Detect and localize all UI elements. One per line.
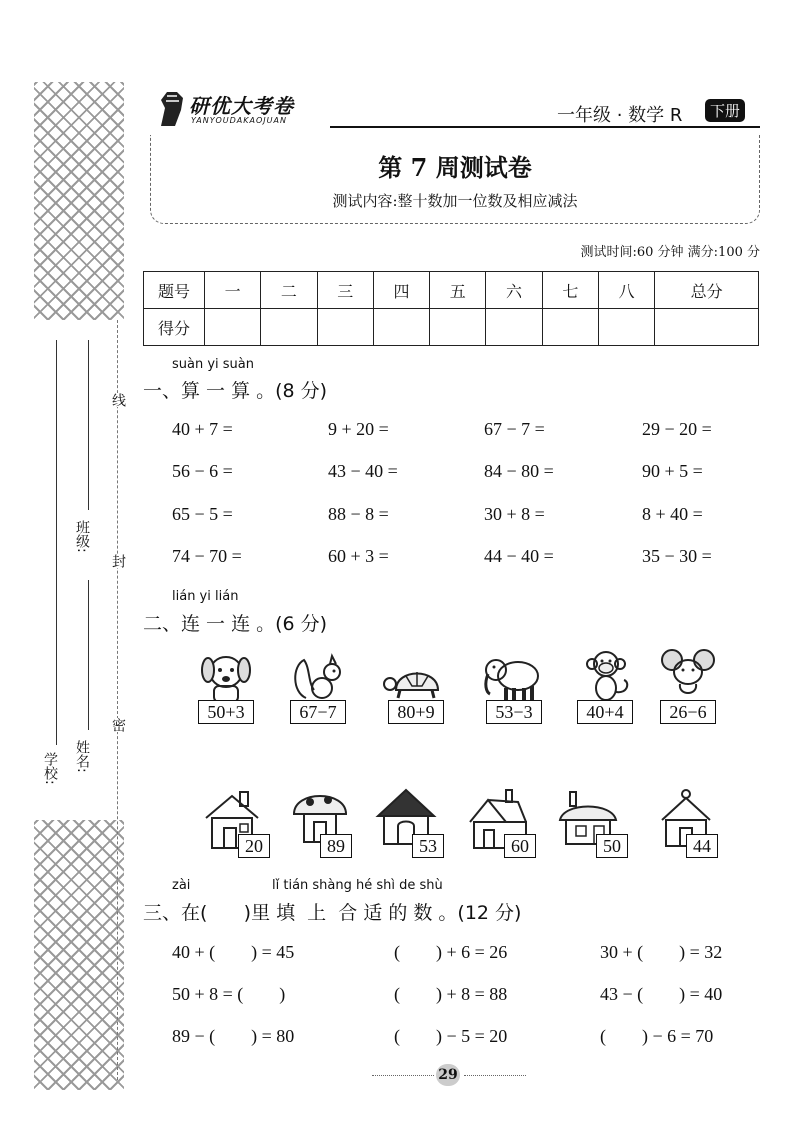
- calc-item: 43 − 40 =: [328, 461, 398, 481]
- score-header-cell: 题号: [144, 272, 205, 309]
- score-header-cell: 七: [542, 272, 598, 309]
- score-header-cell: 六: [486, 272, 542, 309]
- squirrel-icon: [288, 646, 348, 704]
- section2-pinyin: lián yi lián: [172, 589, 239, 604]
- score-cell[interactable]: [598, 309, 654, 346]
- section3-pinyin-zai: zài: [172, 878, 191, 893]
- calc-item: 35 − 30 =: [642, 546, 712, 566]
- section3-title: 三、在( )里 填 上 合 适 的 数 。(12 分): [143, 902, 522, 924]
- house-number: 60: [504, 834, 536, 858]
- animal-expression: 80+9: [388, 700, 444, 724]
- calc-item: 8 + 40 =: [642, 504, 703, 524]
- house-number: 53: [412, 834, 444, 858]
- animal-expression: 26−6: [660, 700, 716, 724]
- score-header-cell: 八: [598, 272, 654, 309]
- score-row-label: 得分: [144, 309, 205, 346]
- fill-item: 30 + ( ) = 32: [600, 942, 723, 962]
- calc-item: 56 − 6 =: [172, 461, 233, 481]
- class-underline: [88, 340, 89, 510]
- calc-item: 9 + 20 =: [328, 419, 389, 439]
- school-label: 学校:: [42, 752, 58, 785]
- turtle-icon: [382, 656, 452, 706]
- logo-subtext: YANYOUDAKAOJUAN: [191, 116, 287, 125]
- score-cell[interactable]: [261, 309, 317, 346]
- calc-item: 29 − 20 =: [642, 419, 712, 439]
- mouse-icon: [658, 646, 718, 704]
- fill-item: 43 − ( ) = 40: [600, 984, 723, 1004]
- score-header-cell: 三: [317, 272, 373, 309]
- section2-title: 二、连 一 连 。(6 分): [143, 613, 328, 635]
- page-number: 29: [436, 1064, 460, 1086]
- fill-item: ( ) + 8 = 88: [394, 984, 508, 1004]
- animal-expression: 67−7: [290, 700, 346, 724]
- animal-expression: 40+4: [577, 700, 633, 724]
- header-rule: [330, 126, 760, 128]
- score-cell[interactable]: [542, 309, 598, 346]
- calc-item: 65 − 5 =: [172, 504, 233, 524]
- volume-badge: 下册: [705, 99, 745, 122]
- footer-dots-left: [372, 1075, 434, 1076]
- calc-item: 60 + 3 =: [328, 546, 389, 566]
- fill-item: 40 + ( ) = 45: [172, 942, 295, 962]
- monkey-icon: [578, 646, 638, 704]
- elephant-icon: [480, 650, 546, 704]
- score-table-score-row: [144, 309, 759, 346]
- score-cell[interactable]: [430, 309, 486, 346]
- house-number: 44: [686, 834, 718, 858]
- grade-label: 一年级 · 数学 R: [557, 105, 683, 126]
- binding-cut-line: [117, 320, 118, 1080]
- section3-pinyin: lǐ tián shàng hé shì de shù: [272, 878, 443, 893]
- section1-title: 一、算 一 算 。(8 分): [143, 380, 328, 402]
- class-label: 班级:: [74, 520, 90, 553]
- score-header-cell: 四: [373, 272, 429, 309]
- score-cell[interactable]: [205, 309, 261, 346]
- calc-item: 88 − 8 =: [328, 504, 389, 524]
- test-time-info: 测试时间:60 分钟 满分:100 分: [580, 245, 760, 260]
- score-cell[interactable]: [373, 309, 429, 346]
- calc-item: 44 − 40 =: [484, 546, 554, 566]
- name-label: 姓名:: [74, 740, 90, 773]
- score-header-cell: 二: [261, 272, 317, 309]
- calc-item: 67 − 7 =: [484, 419, 545, 439]
- score-header-cell: 五: [430, 272, 486, 309]
- seal-mark-xian: 线: [110, 393, 126, 407]
- fill-item: ( ) − 5 = 20: [394, 1026, 508, 1046]
- section1-pinyin: suàn yi suàn: [172, 357, 255, 372]
- score-cell[interactable]: [317, 309, 373, 346]
- fist-icon: [155, 88, 189, 128]
- school-underline: [56, 340, 57, 745]
- fill-item: ( ) − 6 = 70: [600, 1026, 714, 1046]
- calc-item: 40 + 7 =: [172, 419, 233, 439]
- house-number: 20: [238, 834, 270, 858]
- score-table: [143, 271, 759, 346]
- sidebar-lattice-bottom: [34, 820, 124, 1090]
- footer-dots-right: [464, 1075, 526, 1076]
- fill-item: ( ) + 6 = 26: [394, 942, 508, 962]
- seal-mark-feng: 封: [110, 554, 126, 568]
- logo-text: 研优大考卷: [189, 94, 294, 118]
- score-cell[interactable]: [486, 309, 542, 346]
- sidebar-lattice-top: [34, 82, 124, 320]
- score-cell[interactable]: [655, 309, 759, 346]
- page-title: 第 7 周测试卷: [378, 153, 532, 182]
- animal-expression: 53−3: [486, 700, 542, 724]
- calc-item: 90 + 5 =: [642, 461, 703, 481]
- house-number: 89: [320, 834, 352, 858]
- score-table-header-row: [144, 272, 759, 309]
- fill-item: 50 + 8 = ( ): [172, 984, 286, 1004]
- calc-item: 74 − 70 =: [172, 546, 242, 566]
- score-header-cell: 总分: [655, 272, 759, 309]
- seal-mark-mi: 密: [110, 718, 126, 732]
- test-content-label: 测试内容:整十数加一位数及相应减法: [332, 192, 578, 210]
- calc-item: 30 + 8 =: [484, 504, 545, 524]
- score-header-cell: 一: [205, 272, 261, 309]
- dog-icon: [196, 646, 256, 704]
- fill-item: 89 − ( ) = 80: [172, 1026, 295, 1046]
- house-number: 50: [596, 834, 628, 858]
- animal-expression: 50+3: [198, 700, 254, 724]
- calc-item: 84 − 80 =: [484, 461, 554, 481]
- name-underline: [88, 580, 89, 730]
- logo: [155, 88, 325, 132]
